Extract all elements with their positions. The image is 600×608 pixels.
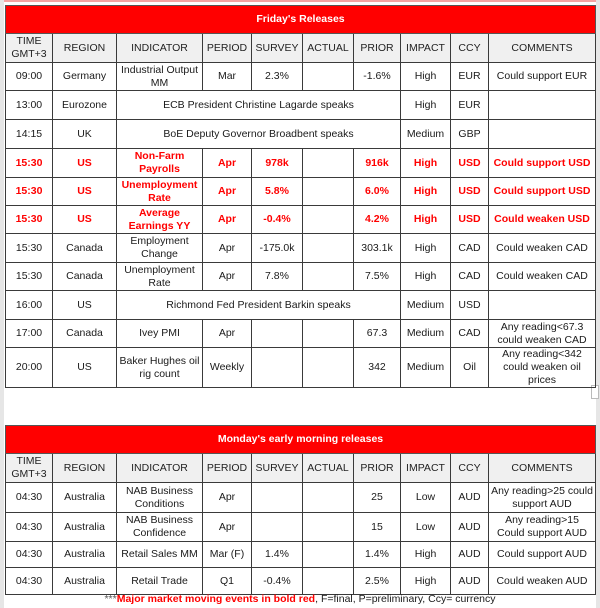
table-row [6, 263, 596, 291]
cell-actual [303, 542, 354, 568]
col-header-impact: IMPACT [401, 34, 451, 63]
cell-survey: 5.8% [252, 178, 303, 206]
table-row [6, 542, 596, 568]
cell-comments: Any reading<67.3 could weaken CAD [489, 320, 596, 348]
cell-survey: -175.0k [252, 234, 303, 263]
cell-period: Apr [203, 206, 252, 234]
cell-event: Richmond Fed President Barkin speaks [117, 291, 401, 320]
cell-time: 04:30 [6, 513, 53, 542]
cell-comments: Any reading<342 could weaken oil prices [489, 348, 596, 388]
cell-impact: High [401, 206, 451, 234]
cell-region: Australia [53, 483, 117, 513]
cell-time: 13:00 [6, 91, 53, 120]
cell-indicator: NAB Business Confidence [117, 513, 203, 542]
cell-event: ECB President Christine Lagarde speaks [117, 91, 401, 120]
cell-comments: Could weaken AUD [489, 568, 596, 595]
cell-impact: High [401, 542, 451, 568]
cell-comments: Could support USD [489, 149, 596, 178]
col-header-prior: PRIOR [354, 34, 401, 63]
cell-time: 15:30 [6, 263, 53, 291]
table-row [6, 513, 596, 542]
cell-time: 17:00 [6, 320, 53, 348]
cell-region: US [53, 348, 117, 388]
cell-actual [303, 568, 354, 595]
cell-period: Apr [203, 513, 252, 542]
cell-survey [252, 513, 303, 542]
cell-comments [489, 291, 596, 320]
cell-actual [303, 206, 354, 234]
cell-ccy: AUD [451, 483, 489, 513]
cell-comments: Could weaken USD [489, 206, 596, 234]
cell-comments: Any reading>15 Could support AUD [489, 513, 596, 542]
table-row [6, 348, 596, 388]
cell-region: Germany [53, 63, 117, 91]
monday-table-title: Monday's early morning releases [6, 426, 596, 454]
cell-impact: Low [401, 483, 451, 513]
cell-time: 04:30 [6, 542, 53, 568]
cell-region: Australia [53, 542, 117, 568]
cell-region: Canada [53, 320, 117, 348]
col-header-region: REGION [53, 34, 117, 63]
cell-actual [303, 320, 354, 348]
cell-ccy: USD [451, 178, 489, 206]
table-row [6, 483, 596, 513]
cell-period: Apr [203, 483, 252, 513]
col-header-comments: COMMENTS [489, 34, 596, 63]
cell-time: 04:30 [6, 483, 53, 513]
cell-ccy: USD [451, 206, 489, 234]
cell-indicator: Industrial Output MM [117, 63, 203, 91]
col-header-actual: ACTUAL [303, 454, 354, 483]
col-header-comments: COMMENTS [489, 454, 596, 483]
cell-region: US [53, 206, 117, 234]
col-header-indicator: INDICATOR [117, 454, 203, 483]
cell-indicator: Non-Farm Payrolls [117, 149, 203, 178]
cell-impact: High [401, 568, 451, 595]
footnote [0, 593, 600, 605]
cell-impact: Medium [401, 348, 451, 388]
col-header-period: PERIOD [203, 34, 252, 63]
cell-survey: 1.4% [252, 542, 303, 568]
table-row [6, 63, 596, 91]
cell-impact: High [401, 234, 451, 263]
cell-impact: Medium [401, 320, 451, 348]
table-row [6, 91, 596, 120]
cell-ccy: AUD [451, 568, 489, 595]
col-header-survey: SURVEY [252, 34, 303, 63]
cell-survey: 2.3% [252, 63, 303, 91]
table-row [6, 568, 596, 595]
cell-actual [303, 483, 354, 513]
cell-actual [303, 63, 354, 91]
friday-table-title: Friday's Releases [6, 6, 596, 34]
cell-region: Canada [53, 263, 117, 291]
friday-releases-table [5, 5, 596, 388]
cell-prior: -1.6% [354, 63, 401, 91]
cell-region: Australia [53, 568, 117, 595]
table-row [6, 178, 596, 206]
cell-region: UK [53, 120, 117, 149]
cell-comments: Could weaken CAD [489, 234, 596, 263]
cell-prior: 6.0% [354, 178, 401, 206]
cell-indicator: Retail Sales MM [117, 542, 203, 568]
cell-time: 15:30 [6, 178, 53, 206]
cell-prior: 1.4% [354, 542, 401, 568]
cell-prior: 342 [354, 348, 401, 388]
cell-prior: 25 [354, 483, 401, 513]
col-header-indicator: INDICATOR [117, 34, 203, 63]
cell-actual [303, 263, 354, 291]
col-header-prior: PRIOR [354, 454, 401, 483]
cell-ccy: CAD [451, 234, 489, 263]
cell-period: Mar (F) [203, 542, 252, 568]
cell-indicator: Retail Trade [117, 568, 203, 595]
col-header-impact: IMPACT [401, 454, 451, 483]
cell-comments: Could support AUD [489, 542, 596, 568]
table-row [6, 206, 596, 234]
footnote-legend: , F=final, P=preliminary, Ccy= currency [315, 593, 496, 605]
cell-ccy: GBP [451, 120, 489, 149]
cell-time: 20:00 [6, 348, 53, 388]
cell-period: Apr [203, 263, 252, 291]
vertical-scrollbar[interactable] [596, 0, 600, 608]
cell-impact: High [401, 178, 451, 206]
cell-impact: High [401, 91, 451, 120]
table-row [6, 120, 596, 149]
cell-comments [489, 120, 596, 149]
cell-period: Apr [203, 320, 252, 348]
cell-indicator: Baker Hughes oil rig count [117, 348, 203, 388]
cell-survey [252, 483, 303, 513]
cell-ccy: AUD [451, 542, 489, 568]
cell-survey: 978k [252, 149, 303, 178]
footnote-highlight: Major market moving events in bold red [116, 593, 316, 605]
cell-period: Apr [203, 178, 252, 206]
cell-comments [489, 91, 596, 120]
cell-region: Australia [53, 513, 117, 542]
cell-impact: Medium [401, 120, 451, 149]
cell-ccy: USD [451, 149, 489, 178]
table-row [6, 320, 596, 348]
cell-survey [252, 348, 303, 388]
cell-time: 16:00 [6, 291, 53, 320]
cell-ccy: AUD [451, 513, 489, 542]
table-row [6, 234, 596, 263]
cell-period: Weekly [203, 348, 252, 388]
cell-comments: Any reading>25 could support AUD [489, 483, 596, 513]
cell-prior: 7.5% [354, 263, 401, 291]
cell-region: Eurozone [53, 91, 117, 120]
cell-event: BoE Deputy Governor Broadbent speaks [117, 120, 401, 149]
cell-actual [303, 178, 354, 206]
cell-region: US [53, 291, 117, 320]
cell-actual [303, 234, 354, 263]
cell-time: 15:30 [6, 149, 53, 178]
window-left-edge [0, 0, 4, 608]
col-header-ccy: CCY [451, 454, 489, 483]
col-header-time: TIME GMT+3 [6, 34, 53, 63]
window-top-edge [0, 0, 600, 2]
cell-indicator: Ivey PMI [117, 320, 203, 348]
cell-prior: 2.5% [354, 568, 401, 595]
cell-indicator: Unemployment Rate [117, 263, 203, 291]
cell-indicator: Employment Change [117, 234, 203, 263]
cell-indicator: Average Earnings YY [117, 206, 203, 234]
cell-ccy: EUR [451, 91, 489, 120]
cell-time: 14:15 [6, 120, 53, 149]
cell-prior: 916k [354, 149, 401, 178]
cell-impact: Low [401, 513, 451, 542]
cell-actual [303, 149, 354, 178]
cell-survey: 7.8% [252, 263, 303, 291]
footnote-stars: *** [104, 593, 117, 605]
monday-column-headers [6, 454, 596, 483]
friday-column-headers [6, 34, 596, 63]
cell-impact: High [401, 63, 451, 91]
cell-ccy: CAD [451, 263, 489, 291]
cell-indicator: Unemployment Rate [117, 178, 203, 206]
cell-ccy: EUR [451, 63, 489, 91]
cell-time: 04:30 [6, 568, 53, 595]
cell-comments: Could weaken CAD [489, 263, 596, 291]
cell-actual [303, 513, 354, 542]
cell-prior: 303.1k [354, 234, 401, 263]
cell-period: Mar [203, 63, 252, 91]
cell-ccy: CAD [451, 320, 489, 348]
cell-time: 09:00 [6, 63, 53, 91]
cell-indicator: NAB Business Conditions [117, 483, 203, 513]
cell-prior: 15 [354, 513, 401, 542]
monday-releases-table [5, 425, 596, 595]
table-row [6, 149, 596, 178]
table-row [6, 291, 596, 320]
col-header-time: TIME GMT+3 [6, 454, 53, 483]
cell-period: Q1 [203, 568, 252, 595]
cell-survey: -0.4% [252, 206, 303, 234]
cell-region: US [53, 149, 117, 178]
cell-actual [303, 348, 354, 388]
col-header-period: PERIOD [203, 454, 252, 483]
cell-comments: Could support EUR [489, 63, 596, 91]
cell-time: 15:30 [6, 206, 53, 234]
col-header-survey: SURVEY [252, 454, 303, 483]
cell-region: Canada [53, 234, 117, 263]
cell-survey: -0.4% [252, 568, 303, 595]
cell-period: Apr [203, 149, 252, 178]
col-header-region: REGION [53, 454, 117, 483]
cell-ccy: Oil [451, 348, 489, 388]
col-header-ccy: CCY [451, 34, 489, 63]
cell-prior: 4.2% [354, 206, 401, 234]
cell-impact: High [401, 263, 451, 291]
cell-impact: Medium [401, 291, 451, 320]
cell-region: US [53, 178, 117, 206]
cell-survey [252, 320, 303, 348]
cell-comments: Could support USD [489, 178, 596, 206]
cell-period: Apr [203, 234, 252, 263]
cell-prior: 67.3 [354, 320, 401, 348]
cell-time: 15:30 [6, 234, 53, 263]
cell-ccy: USD [451, 291, 489, 320]
cell-impact: High [401, 149, 451, 178]
col-header-actual: ACTUAL [303, 34, 354, 63]
